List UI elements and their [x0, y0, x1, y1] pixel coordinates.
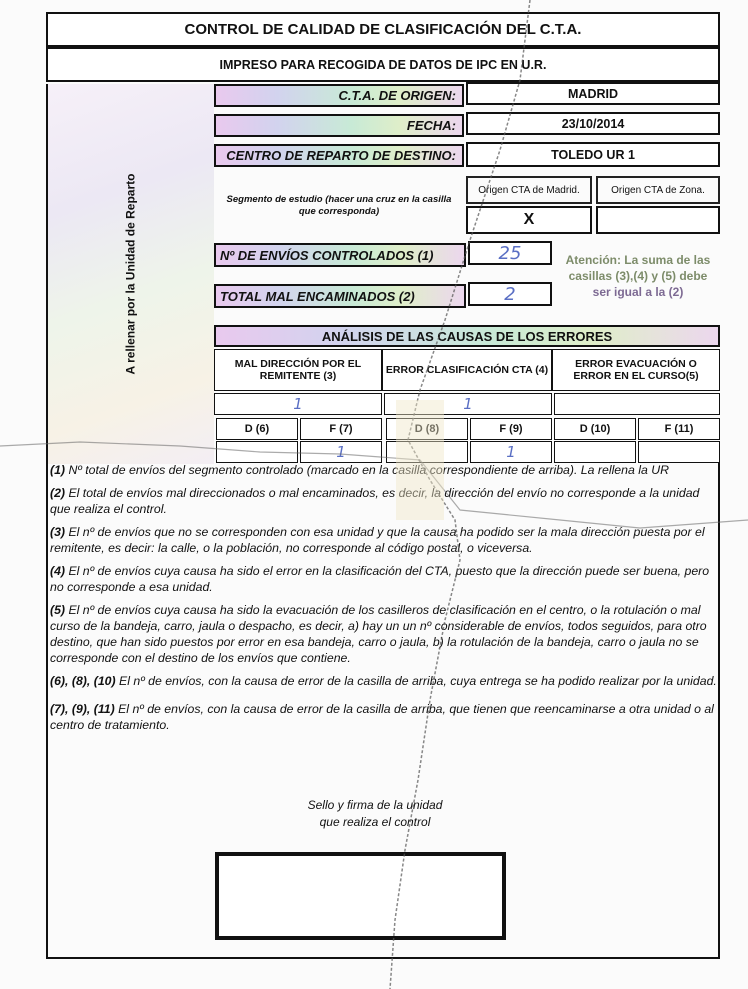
sub-value-f11[interactable]: [638, 441, 720, 463]
destination-value-field[interactable]: TOLEDO UR 1: [466, 142, 720, 167]
wrong-label: TOTAL MAL ENCAMINADOS (2): [214, 284, 466, 308]
signature-line1: Sello y firma de la unidad: [307, 798, 443, 812]
note-item: [50, 674, 720, 690]
segment-option-zona: Origen CTA de Zona.: [596, 176, 720, 204]
note-text: Nº total de envíos del segmento controlado (marcado en la casilla correspondiente de arriba). La rellena la UR: [65, 463, 669, 477]
date-label: FECHA:: [214, 114, 464, 137]
sub-value-d6[interactable]: [216, 441, 298, 463]
analysis-value-cta[interactable]: 1: [384, 393, 552, 415]
segment-option-madrid: Origen CTA de Madrid.: [466, 176, 592, 204]
note-item: [50, 564, 720, 596]
signature-caption: [210, 797, 540, 832]
analysis-value-remitente[interactable]: 1: [214, 393, 382, 415]
analysis-heading: ANÁLISIS DE LAS CAUSAS DE LOS ERRORES: [214, 325, 720, 347]
note-text: El nº de envíos, con la causa de error de la casilla de arriba, que tienen que reencaminarse a otra unidad o al centro de tratamiento.: [50, 701, 714, 732]
form-subtitle: IMPRESO PARA RECOGIDA DE DATOS DE IPC EN U.R.: [46, 47, 720, 82]
note-item: [50, 702, 720, 734]
analysis-col-remitente: MAL DIRECCIÓN POR EL REMITENTE (3): [214, 349, 382, 391]
note-number: (1): [50, 463, 66, 477]
date-value-field[interactable]: 23/10/2014: [466, 112, 720, 135]
origin-label: C.T.A. DE ORIGEN:: [214, 84, 464, 107]
controlled-value-field[interactable]: 25: [468, 241, 552, 265]
note-number: (2): [50, 485, 66, 500]
notes-list: [50, 463, 720, 741]
note-text: El nº de envíos que no se corresponden con esa unidad y que la causa ha podido ser la mala dirección puesta por el remitente, es decir: la calle, o la población, no corresponde al código postal, o viceversa.: [50, 524, 705, 555]
sub-header-f7: F (7): [300, 418, 382, 440]
note-number: (4): [50, 563, 66, 578]
sub-value-d8[interactable]: [386, 441, 468, 463]
sub-header-f9: F (9): [470, 418, 552, 440]
origin-value-field[interactable]: MADRID: [466, 82, 720, 105]
sub-value-f7[interactable]: 1: [300, 441, 382, 463]
attention-note: [556, 252, 720, 301]
segment-checkbox-zona[interactable]: [596, 206, 720, 234]
sidebar-label-wrap: [46, 84, 214, 464]
note-item: [50, 463, 720, 479]
note-number: (5): [50, 602, 66, 617]
note-number: (7), (9), (11): [50, 701, 115, 716]
attention-line1: Atención: La suma de las casillas (3),(4) y (5) debe: [565, 253, 711, 284]
signature-line2: que realiza el control: [319, 815, 431, 830]
analysis-col-cta: ERROR CLASIFICACIÓN CTA (4): [382, 349, 552, 391]
analysis-value-evacuacion[interactable]: [554, 393, 720, 415]
sub-header-d8: D (8): [386, 418, 468, 440]
note-item: [50, 603, 720, 667]
sub-header-d10: D (10): [554, 418, 636, 440]
controlled-label: Nº DE ENVÍOS CONTROLADOS (1): [214, 243, 466, 267]
signature-stamp-box[interactable]: [215, 852, 506, 940]
analysis-col-evacuacion: ERROR EVACUACIÓN O ERROR EN EL CURSO(5): [552, 349, 720, 391]
note-item: [50, 525, 720, 557]
sidebar-label: A rellenar por la Unidad de Reparto: [123, 173, 137, 375]
note-number: (6), (8), (10): [50, 673, 116, 688]
sub-value-d10[interactable]: [554, 441, 636, 463]
attention-line2: ser igual a la (2): [592, 285, 684, 300]
destination-label: CENTRO DE REPARTO DE DESTINO:: [214, 144, 464, 167]
segment-label: Segmento de estudio (hacer una cruz en la casilla que corresponda): [226, 193, 452, 217]
note-text: El nº de envíos, con la causa de error de la casilla de arriba, cuya entrega se ha podido realizar por la unidad.: [115, 673, 717, 688]
sub-header-d6: D (6): [216, 418, 298, 440]
sub-value-f9[interactable]: 1: [470, 441, 552, 463]
sub-header-f11: F (11): [638, 418, 720, 440]
note-text: El nº de envíos cuya causa ha sido la evacuación de los casilleros de clasificación en el centro, o la rotulación o mal curso de la bandeja, carro, jaula o despacho, es decir, a) hay un un nº considerable de envíos, todos seguidos, para otro destino, que han sido puestos por error en esa bandeja, carro o jaula, b) la rotulación de la bandeja, carro o jaula no se corresponde con el destino de los envíos que contiene.: [50, 602, 707, 665]
segment-checkbox-madrid[interactable]: X: [466, 206, 592, 234]
note-text: El total de envíos mal direccionados o mal encaminados, es decir, la dirección del envío no corresponde a la unidad que realiza el control.: [50, 485, 700, 516]
form-title: CONTROL DE CALIDAD DE CLASIFICACIÓN DEL C.T.A.: [46, 12, 720, 47]
note-number: (3): [50, 524, 66, 539]
wrong-value-field[interactable]: 2: [468, 282, 552, 306]
note-item: [50, 486, 720, 518]
note-text: El nº de envíos cuya causa ha sido el error en la clasificación del CTA, puesto que la dirección puede ser buena, pero no corresponde a esa unidad.: [50, 563, 710, 594]
